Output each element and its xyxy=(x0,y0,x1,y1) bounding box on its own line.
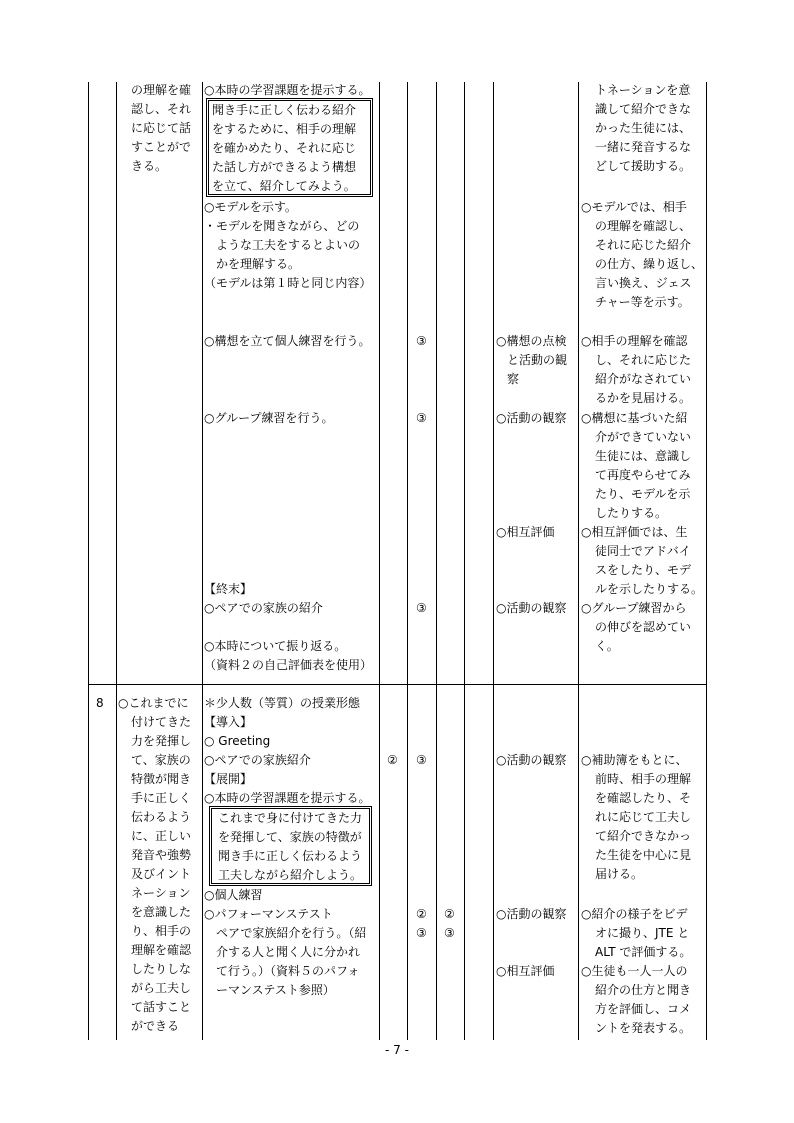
goal-line: きる。 xyxy=(131,159,168,173)
eval-line: 察 xyxy=(507,372,520,386)
activity-line: 【導入】 xyxy=(204,715,253,729)
goal-line: に、正しい xyxy=(131,829,192,843)
support-line: ○相互評価では、生 xyxy=(581,525,688,539)
mark-circled: ③ xyxy=(444,926,455,940)
support-line: ○構想に基づいた紹 xyxy=(581,411,688,425)
activity-line: ○構想を立て個人練習を行う。 xyxy=(204,334,371,348)
support-line: て再度やらせてみ xyxy=(595,468,691,482)
support-line: スをしたり、モデ xyxy=(595,563,692,577)
table-border-right xyxy=(706,82,707,1040)
activity-line: ○パフォーマンステスト xyxy=(204,907,333,921)
support-line: トネーションを意 xyxy=(595,83,691,97)
col-divider-mark3 xyxy=(436,82,437,1040)
task-line: 聞き手に正しく伝わるよう xyxy=(218,849,363,863)
activity-line: ペアで家族紹介を行う。（紹 xyxy=(216,926,367,940)
mark-circled: ③ xyxy=(416,601,427,615)
support-line: それに応じた紹介 xyxy=(595,238,692,252)
support-line: ○補助簿をもとに、 xyxy=(581,753,688,767)
page-number: - 7 - xyxy=(385,1043,409,1057)
row-number: 8 xyxy=(96,696,104,710)
support-line: て紹介できなかっ xyxy=(595,829,692,843)
col-divider-eval xyxy=(493,82,494,1040)
activity-line: （モデルは第１時と同じ内容） xyxy=(204,276,372,290)
activity-line: ○ペアでの家族の紹介 xyxy=(204,601,323,615)
mark-circled: ③ xyxy=(416,334,427,348)
goal-line: 付けてきた xyxy=(131,715,192,729)
eval-line: ○活動の観察 xyxy=(496,753,567,767)
col-divider-mark4 xyxy=(464,82,465,1040)
learning-task-box xyxy=(209,806,372,886)
activity-line: ・モデルを聞きながら、どの xyxy=(204,219,360,233)
activity-line: ○グループ練習を行う。 xyxy=(204,411,334,425)
support-line: ○生徒も一人一人の xyxy=(581,964,688,978)
eval-line: ○活動の観察 xyxy=(496,907,567,921)
col-divider-activity xyxy=(202,82,203,1040)
col-divider-mark1 xyxy=(379,82,380,1040)
activity-line: ○モデルを示す。 xyxy=(204,200,297,214)
goal-line: 特徴が聞き xyxy=(131,772,192,786)
support-line: の理解を確認し、 xyxy=(595,219,692,233)
goal-line: て話すこと xyxy=(131,1000,192,1014)
task-line: 工夫しながら紹介しよう。 xyxy=(218,868,363,882)
support-line: したりする。 xyxy=(595,506,668,520)
eval-line: ○相互評価 xyxy=(496,964,555,978)
goal-line: 及びイント xyxy=(131,867,192,881)
mark-circled: ③ xyxy=(416,411,427,425)
activity-line: ＊少人数（等質）の授業形態 xyxy=(204,696,361,710)
mark-circled: ② xyxy=(416,907,427,921)
mark-circled: ③ xyxy=(416,753,427,767)
goal-line: ○これまでに xyxy=(118,696,189,710)
activity-line: ○本時の学習課題を提示する。 xyxy=(204,791,371,805)
support-line: 言い換え、ジェス xyxy=(595,276,692,290)
task-line: を立て、紹介してみよう。 xyxy=(212,179,356,193)
goal-line: 伝わるよう xyxy=(131,810,192,824)
activity-line: 【展開】 xyxy=(204,772,253,786)
support-line: く。 xyxy=(595,639,619,653)
support-line: の伸びを認めてい xyxy=(595,620,692,634)
goal-line: の理解を確 xyxy=(131,83,192,97)
support-line: 一緒に発音するな xyxy=(595,140,692,154)
goal-line: 力を発揮し xyxy=(131,734,192,748)
activity-line: ーマンステスト参照） xyxy=(216,983,335,997)
goal-line: したりしな xyxy=(131,962,192,976)
goal-line: 認し、それ xyxy=(131,102,192,116)
mark-circled: ② xyxy=(444,907,455,921)
support-line: ○グループ練習から xyxy=(581,601,687,615)
support-line: の仕方、繰り返し、 xyxy=(595,257,704,271)
support-line: 介ができていない xyxy=(595,430,692,444)
goal-line: て、家族の xyxy=(131,753,191,767)
support-line: を確認したり、そ xyxy=(595,791,692,805)
support-line: ントを発表する。 xyxy=(595,1021,692,1035)
task-line: 聞き手に正しく伝わる紹介 xyxy=(212,103,357,117)
mark-circled: ③ xyxy=(416,926,427,940)
support-line: 識して紹介できな xyxy=(595,102,692,116)
task-line: を発揮して、家族の特徴が xyxy=(218,830,362,844)
table-border-left xyxy=(88,82,89,1040)
task-line: を確かめたり、それに応じ xyxy=(212,141,357,155)
activity-line: ○本時について振り返る。 xyxy=(204,639,347,653)
goal-line: に応じて話 xyxy=(131,121,192,135)
support-line: 徒同士でアドバイ xyxy=(595,544,691,558)
support-line: 紹介がなされてい xyxy=(595,372,692,386)
col-divider-support xyxy=(578,82,579,1040)
support-line: ルを示したりする。 xyxy=(595,582,704,596)
support-line: 届ける。 xyxy=(595,867,644,881)
eval-line: ○相互評価 xyxy=(496,525,555,539)
support-line: かった生徒には、 xyxy=(595,121,692,135)
mark-circled: ② xyxy=(387,753,398,767)
goal-line: 手に正しく xyxy=(131,791,192,805)
support-line: 前時、相手の理解 xyxy=(595,772,692,786)
support-line: れに応じて工夫し xyxy=(595,810,692,824)
activity-line: ○本時の学習課題を提示する。 xyxy=(204,83,371,97)
goal-line: すことがで xyxy=(131,140,192,154)
section-divider xyxy=(88,684,706,685)
learning-task-box xyxy=(206,98,373,197)
support-line: たり、モデルを示 xyxy=(595,487,691,501)
goal-line: を意識した xyxy=(131,905,192,919)
support-line: オに撮り、JTE と xyxy=(595,926,690,940)
goal-line: ができる xyxy=(131,1019,180,1033)
support-line: 生徒には、意識し xyxy=(595,449,692,463)
activity-line: ○ペアでの家族紹介 xyxy=(204,753,311,767)
activity-line: 介する人と聞く人に分かれ xyxy=(216,945,361,959)
col-divider-goal xyxy=(116,82,117,1040)
goal-line: ネーション xyxy=(131,886,191,900)
support-line: どして援助する。 xyxy=(595,159,692,173)
activity-line: ような工夫をするとよいの xyxy=(216,238,361,252)
activity-line: 【終末】 xyxy=(204,582,253,596)
support-line: ○モデルでは、相手 xyxy=(581,200,687,214)
eval-line: と活動の観 xyxy=(507,353,568,367)
support-line: ○紹介の様子をビデ xyxy=(581,907,688,921)
goal-line: がら工夫し xyxy=(131,981,192,995)
activity-line: かを理解する。 xyxy=(216,257,301,271)
task-line: これまで身に付けてきた力 xyxy=(218,811,363,825)
eval-line: ○活動の観察 xyxy=(496,601,567,615)
support-line: ALT で評価する。 xyxy=(595,945,692,959)
eval-line: ○構想の点検 xyxy=(496,334,567,348)
col-divider-mark2 xyxy=(407,82,408,1040)
activity-line: ○個人練習 xyxy=(204,888,263,902)
activity-line: （資料２の自己評価表を使用） xyxy=(204,658,373,672)
task-line: をするために、相手の理解 xyxy=(212,122,357,136)
support-line: チャー等を示す。 xyxy=(595,295,690,309)
activity-line: て行う。）（資料５のパフォ xyxy=(216,964,360,978)
support-line: 紹介の仕方と聞き xyxy=(595,983,692,997)
goal-line: り、相手の xyxy=(131,924,192,938)
support-line: 方を評価し、コメ xyxy=(595,1002,692,1016)
activity-line: ○ Greeting xyxy=(204,734,271,748)
support-line: るかを見届ける。 xyxy=(595,391,692,405)
goal-line: 発音や強勢 xyxy=(131,848,192,862)
goal-line: 理解を確認 xyxy=(131,943,192,957)
task-line: た話し方ができるよう構想 xyxy=(212,160,357,174)
eval-line: ○活動の観察 xyxy=(496,411,567,425)
support-line: し、それに応じた xyxy=(595,353,692,367)
support-line: ○相手の理解を確認 xyxy=(581,334,688,348)
support-line: た生徒を中心に見 xyxy=(595,848,692,862)
